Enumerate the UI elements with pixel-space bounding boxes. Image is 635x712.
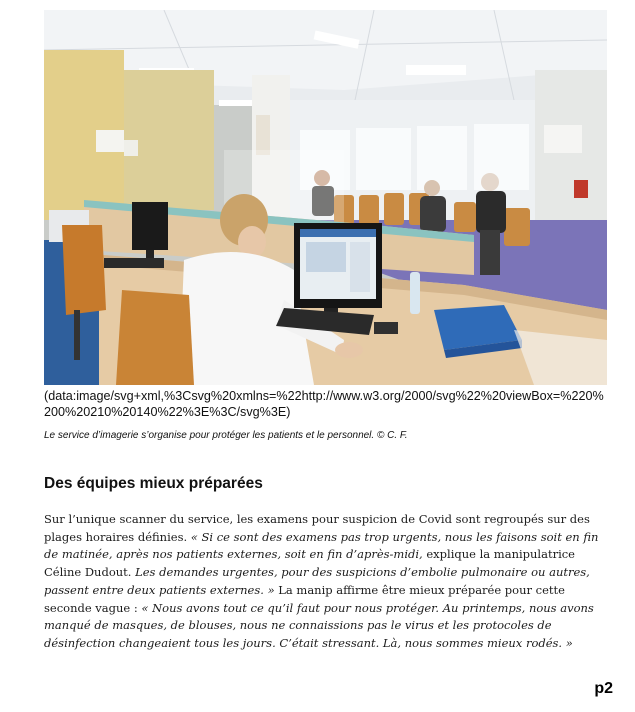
paragraph-text: explique la manipulatrice Céline Dudout. [44,547,575,580]
page-number: p2 [594,680,613,697]
quote-text: « Si ce sont des examens pas trop urgents, nous les faisons soit en fin de matinée, après nos patients externes, soit en fin d’après-midi, [44,529,599,562]
photo-caption: Le service d’imagerie s’organise pour protéger les patients et le personnel. © C. F. [44,430,408,441]
article-paragraph [44,511,609,653]
article-photo [44,10,607,385]
paragraph-text: Sur l’unique scanner du service, les examens pour suspicion de Covid sont regroupés sur des plages horaires définies. [44,512,590,544]
image-alt-text: (data:image/svg+xml,%3Csvg%20xmlns=%22http://www.w3.org/2000/svg%22%20viewBox=%220%200%20210%20140%22%3E%3C/svg%3E) [44,389,604,419]
section-heading: Des équipes mieux préparées [44,475,263,492]
paragraph-text: La manip affirme être mieux préparée pour cette seconde vague : [44,582,565,615]
quote-text: Les demandes urgentes, pour des suspicions d’embolie pulmonaire ou autres, passent entre deux patients externes. » [44,565,590,597]
quote-text: « Nous avons tout ce qu’il faut pour nous protéger. Au printemps, nous avons manqué de masques, de blouses, nous ne connaissions pas le virus et les protocoles de désinfection changeaient tous les jours. C’était stressant. Là, nous sommes mieux rodés. » [44,600,594,650]
